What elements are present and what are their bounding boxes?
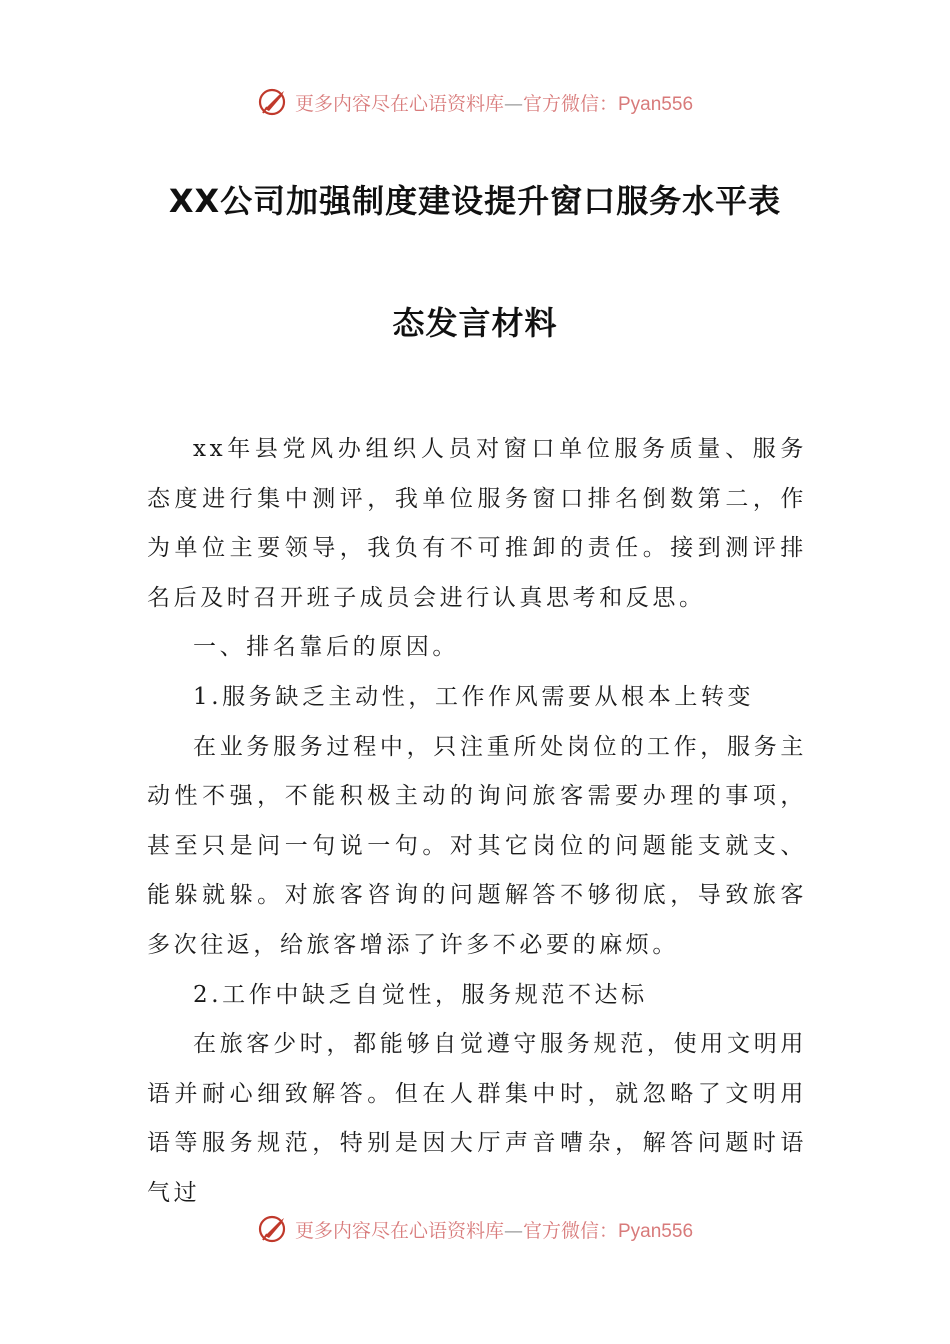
watermark-footer: [0, 1209, 950, 1249]
watermark-id: Pyan556: [618, 1220, 694, 1242]
subheading-1: 1.服务缺乏主动性，工作作风需要从根本上转变: [193, 683, 755, 710]
document-title-line-2: 态发言材料: [392, 304, 558, 342]
subheading-2: 2.工作中缺乏自觉性，服务规范不达标: [193, 981, 648, 1008]
section-heading-1: 一、排名靠后的原因。: [193, 634, 459, 661]
document-title-line-1: XX公司加强制度建设提升窗口服务水平表: [168, 182, 782, 220]
watermark-label: 官方微信：: [522, 92, 618, 115]
watermark-prefix: 更多内容尽在心语资料库: [294, 92, 504, 115]
pen-logo-icon: [257, 1212, 291, 1246]
paragraph-intro: xx年县党风办组织人员对窗口单位服务质量、服务态度进行集中测评，我单位服务窗口排名倒数第二，作为单位主要领导，我负有不可推卸的责任。接到测评排名后及时召开班子成员会进行认真思考和反思。: [147, 436, 807, 611]
pen-logo-icon: [257, 85, 291, 119]
watermark-separator: —: [503, 92, 523, 115]
watermark-header: [0, 82, 950, 122]
watermark-text: [295, 89, 693, 116]
watermark-label: 官方微信：: [522, 1219, 618, 1242]
watermark-text: [295, 1216, 693, 1243]
watermark-prefix: 更多内容尽在心语资料库: [294, 1219, 504, 1242]
watermark-separator: —: [503, 1219, 523, 1242]
watermark-id: Pyan556: [618, 93, 694, 115]
paragraph-2: 在旅客少时，都能够自觉遵守服务规范，使用文明用语并耐心细致解答。但在人群集中时，就忽略了文明用语等服务规范，特别是因大厅声音嘈杂，解答问题时语气过: [147, 1031, 807, 1206]
paragraph-1: 在业务服务过程中，只注重所处岗位的工作，服务主动性不强，不能积极主动的询问旅客需要办理的事项，甚至只是问一句说一句。对其它岗位的问题能支就支、能躲就躲。对旅客咨询的问题解答不够彻底，导致旅客多次往返，给旅客增添了许多不必要的麻烦。: [147, 733, 807, 958]
document-body: [147, 425, 807, 1219]
